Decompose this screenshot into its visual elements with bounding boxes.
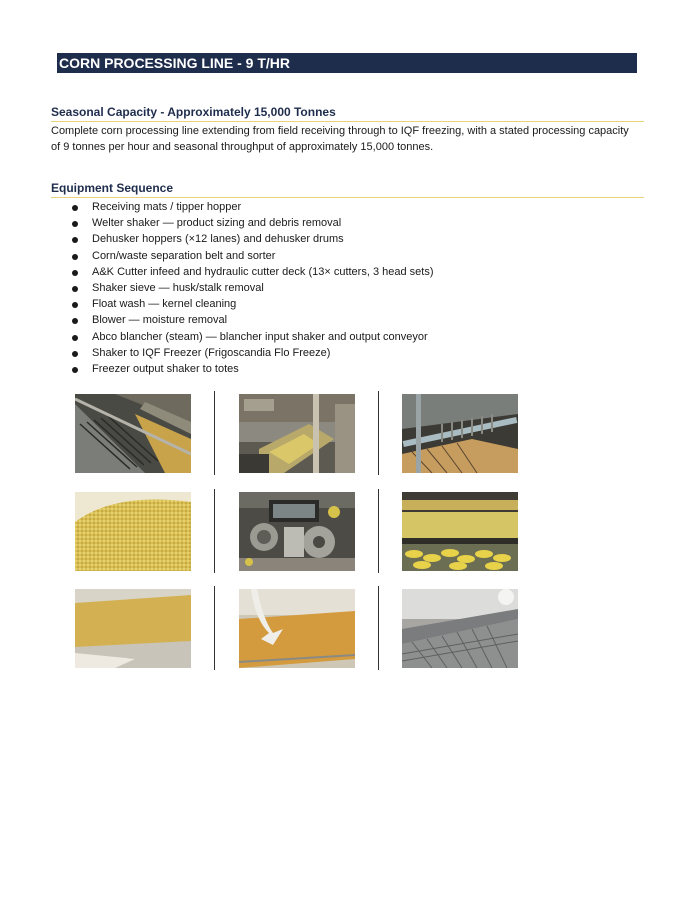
bullet-icon xyxy=(72,205,78,211)
factory-floor-photo xyxy=(239,394,355,473)
bullet-icon xyxy=(72,254,78,260)
shaker-kernels-photo xyxy=(239,589,355,668)
equipment-list xyxy=(51,199,434,377)
bullet-icon xyxy=(72,221,78,227)
list-item: Welter shaker — product sizing and debris removal xyxy=(51,215,434,231)
bullet-icon xyxy=(72,286,78,292)
bullet-icon xyxy=(72,302,78,308)
page-title: CORN PROCESSING LINE - 9 T/HR xyxy=(57,53,637,73)
bullet-icon xyxy=(72,318,78,324)
list-item: Receiving mats / tipper hopper xyxy=(51,199,434,215)
column-divider xyxy=(378,489,379,573)
list-item: Freezer output shaker to totes xyxy=(51,361,434,377)
bullet-icon xyxy=(72,351,78,357)
list-item: Abco blancher (steam) — blancher input shaker and output conveyor xyxy=(51,329,434,345)
float-wash-cobs-photo xyxy=(402,492,518,571)
bullet-icon xyxy=(72,270,78,276)
capacity-heading: Seasonal Capacity - Approximately 15,000 Tonnes xyxy=(51,105,644,122)
list-item: Blower — moisture removal xyxy=(51,312,434,328)
column-divider xyxy=(214,489,215,573)
bullet-icon xyxy=(72,237,78,243)
freezer-tunnel-photo xyxy=(402,589,518,668)
blancher-kernels-photo xyxy=(75,589,191,668)
list-item: A&K Cutter infeed and hydraulic cutter deck (13× cutters, 3 head sets) xyxy=(51,264,434,280)
steel-rail-conveyor-photo xyxy=(402,394,518,473)
bullet-icon xyxy=(72,367,78,373)
list-item: Shaker to IQF Freezer (Frigoscandia Flo Freeze) xyxy=(51,345,434,361)
capacity-paragraph: Complete corn processing line extending from field receiving through to IQF freezing, with a stated processing capacity of 9 tonnes per hour and seasonal throughput of approximately 15,000 tonnes. xyxy=(51,125,629,153)
corn-kernels-pile-photo xyxy=(75,492,191,571)
column-divider xyxy=(378,391,379,475)
column-divider xyxy=(214,391,215,475)
column-divider xyxy=(378,586,379,670)
equipment-heading: Equipment Sequence xyxy=(51,181,644,198)
list-item: Shaker sieve — husk/stalk removal xyxy=(51,280,434,296)
list-item: Corn/waste separation belt and sorter xyxy=(51,248,434,264)
list-item: Float wash — kernel cleaning xyxy=(51,296,434,312)
bullet-icon xyxy=(72,335,78,341)
cutter-machine-photo xyxy=(239,492,355,571)
list-item: Dehusker hoppers (×12 lanes) and dehusker drums xyxy=(51,231,434,247)
conveyor-grate-photo xyxy=(75,394,191,473)
column-divider xyxy=(214,586,215,670)
